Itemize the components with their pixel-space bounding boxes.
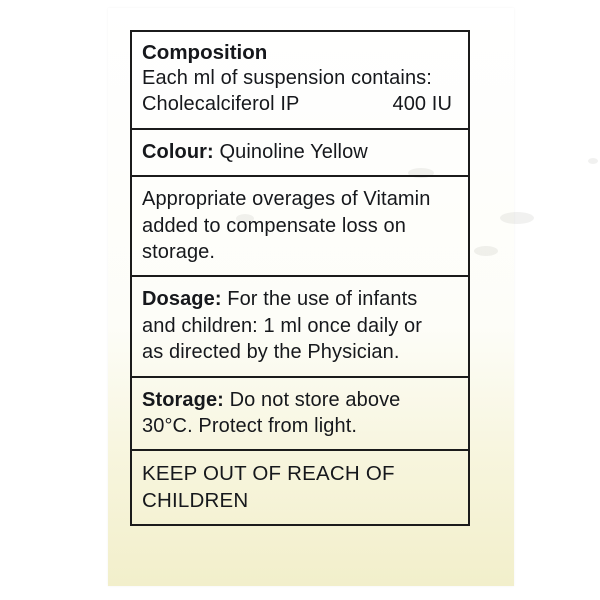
storage-label: Storage:: [142, 388, 224, 411]
table-row-colour: [132, 130, 468, 177]
table-row-overages: [132, 177, 468, 277]
storage-value: Do not store above: [223, 388, 401, 411]
table-row-dosage: [132, 277, 468, 377]
warning-line-2: CHILDREN: [142, 489, 249, 513]
overages-line-2: added to compensate loss on: [142, 214, 406, 237]
colour-value: Quinoline Yellow: [213, 140, 368, 163]
table-row-storage: [132, 378, 468, 452]
dosage-label: Dosage:: [142, 288, 222, 311]
label-info-table: [130, 30, 470, 526]
table-row-warning: [132, 451, 468, 524]
overages-line-1: Appropriate overages of Vitamin: [142, 188, 431, 211]
dosage-line-2: and children: 1 ml once daily or: [142, 314, 423, 337]
colour-line: [142, 139, 458, 165]
background-right-margin: [512, 0, 600, 600]
overages-line-3: storage.: [142, 240, 216, 263]
ingredient-name: Cholecalciferol IP: [142, 93, 300, 116]
colour-label: Colour:: [142, 140, 214, 163]
paper-smudge: [474, 246, 498, 256]
warning-line-1: KEEP OUT OF REACH OF: [142, 462, 395, 486]
dosage-line-3: as directed by the Physician.: [142, 341, 400, 364]
composition-subline: Each ml of suspension contains:: [142, 67, 432, 89]
table-row-composition: [132, 32, 468, 130]
storage-line-1: [142, 387, 458, 413]
composition-heading: Composition: [142, 41, 268, 64]
ingredient-strength: 400 IU: [392, 93, 452, 116]
background-left-margin: [0, 0, 110, 600]
dosage-line-1: [142, 286, 458, 312]
composition-ingredient-row: [142, 91, 458, 117]
storage-line-2: 30°C. Protect from light.: [142, 414, 358, 437]
dosage-value: For the use of infants: [221, 288, 418, 311]
